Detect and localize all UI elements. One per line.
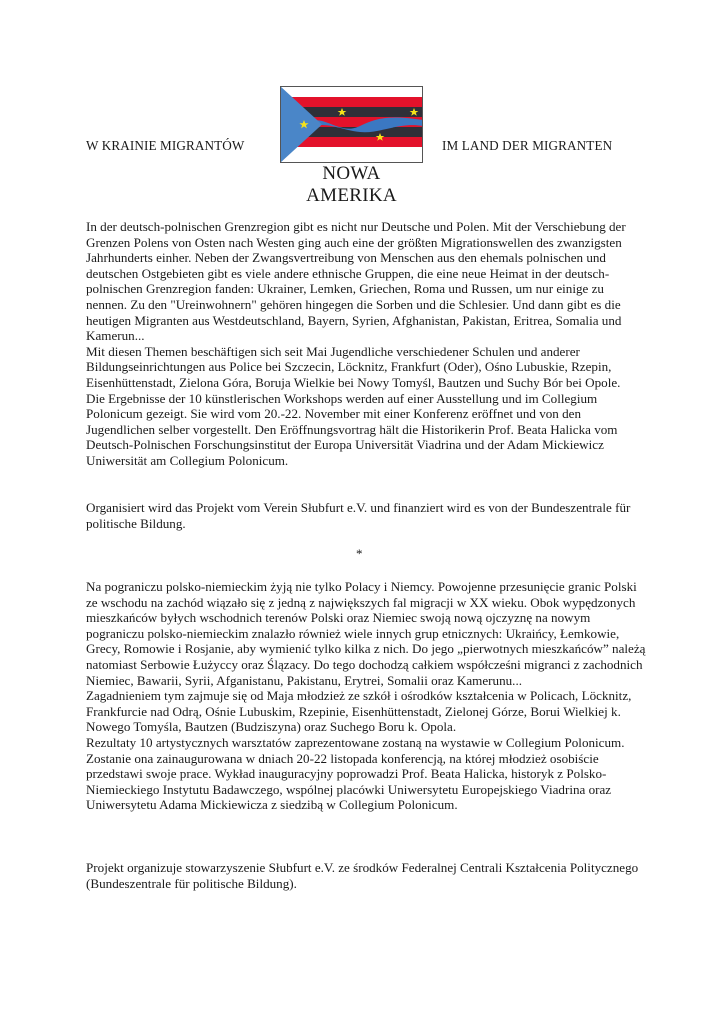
german-paragraph-3: Die Ergebnisse der 10 künstlerischen Workshops werden auf einer Ausstellung und im Collegium Polonicum gezeigt. Sie wird vom 20.-22. November mit einer Konferenz eröffnet und von den Jugendlichen selber vorgestellt. Den Eröffnungsvortrag hält die Historikerin Prof. Beata Halicka vom Deutsch-Polnischen Forschungsinstitut der Europa Universität Viadrina und der Adam Mickiewicz Uniwersität am Collegium Polonicum. [86,390,618,468]
polish-paragraph-2: Zagadnieniem tym zajmuje się od Maja młodzież ze szkół i ośrodków kształcenia w Policach, Löcknitz, Frankfurcie nad Odrą, Ośnie Lubuskim, Rzepinie, Eisenhüttenstadt, Zielonej Górze, Borui Wielkiej k. Nowego Tomyśla, Bautzen (Budziszyna) oraz Suchego Boru k. Opola. [86,688,632,735]
polish-text-block [86,579,646,813]
polish-paragraph-1: Na pograniczu polsko-niemieckim żyją nie tylko Polacy i Niemcy. Powojenne przesunięcie granic Polski ze wschodu na zachód wiązało się z jedną z największych fal migracji w XX wieku. Obok wypędzonych mieszkańców byłych wschodnich terenów Polski oraz Niemiec swoją nową ojczyznę na nowym pograniczu polsko-niemieckim znalazło również wiele innych grup etnicznych: Ukraińcy, Łemkowie, Grecy, Romowie i Rosjanie, aby wymienić tylko kilka z nich. Do jego „pierwotnych mieszkańców” należą natomiast Serbowie Łużyccy oraz Ślązacy. Do tego dochodzą całkiem współcześni migranci z zachodnich Niemiec, Bawarii, Syrii, Afganistanu, Pakistanu, Erytrei, Somalii oraz Kamerunu... [86,579,646,688]
german-text-block [86,219,646,469]
german-organizer-block [86,500,646,531]
header-right-title: IM LAND DER MIGRANTEN [442,138,613,153]
german-paragraph-1: In der deutsch-polnischen Grenzregion gibt es nicht nur Deutsche und Polen. Mit der Verschiebung der Grenzen Polens von Osten nach Westen ging auch eine der größten Migrationswellen des zwanzigsten Jahrhunderts einher. Neben der Zwangsvertreibung von Menschen aus den ehemals polnischen und deutschen Ostgebieten gibt es viele andere ethnische Gruppen, die eine neue Heimat in der deutsch-polnischen Grenzregion fanden: Ukrainer, Lemken, Griechen, Roma und Russen, um nur einige zu nennen. Zu den "Ureinwohnern" gehören hingegen die Sorben und die Schlesier. Und dann gibt es die heutigen Migranten aus Westdeutschland, Bayern, Syrien, Afghanistan, Pakistan, Eritrea, Somalia und Kamerun... [86,219,626,344]
german-paragraph-4: Organisiert wird das Projekt vom Verein Słubfurt e.V. und finanziert wird es von der Bundeszentrale für politische Bildung. [86,500,631,531]
flag-stripe-red-top [280,97,423,107]
brand-title: NOWA AMERIKA [306,163,397,206]
polish-paragraph-3: Rezultaty 10 artystycznych warsztatów zaprezentowane zostaną na wystawie w Collegium Polonicum. Zostanie ona zainaugurowana w dniach 20-22 listopada konferencją, na której młodzież osobiście przedstawi swoje prace. Wykład inauguracyjny poprowadzi Prof. Beata Halicka, historyk z Polsko-Niemieckiego Instytutu Badawczego, wspólnej placówki Uniwersytetu Europejskiego Viadrina oraz Uniwersytetu Adama Mickiewicza z siedzibą w Collegium Polonicum. [86,734,625,813]
polish-paragraph-4: Projekt organizuje stowarzyszenie Słubfurt e.V. ze środków Federalnej Centrali Kształcenia Politycznego (Bundeszentrale für politische Bildung). [86,860,639,891]
polish-organizer-block [86,860,646,891]
section-separator: * [356,546,363,561]
nowa-amerika-flag-logo [280,86,423,163]
header-left-title: W KRAINIE MIGRANTÓW [86,138,245,153]
german-paragraph-2: Mit diesen Themen beschäftigen sich seit Mai Jugendliche verschiedener Schulen und anderer Bildungseinrichtungen aus Police bei Szczecin, Löcknitz, Frankfurt (Oder), Ośno Lubuskie, Rzepin, Eisenhüttenstadt, Zielona Góra, Boruja Wielkie bei Nowy Tomyśl, Bautzen und Suchy Bór bei Opole. [86,343,621,390]
